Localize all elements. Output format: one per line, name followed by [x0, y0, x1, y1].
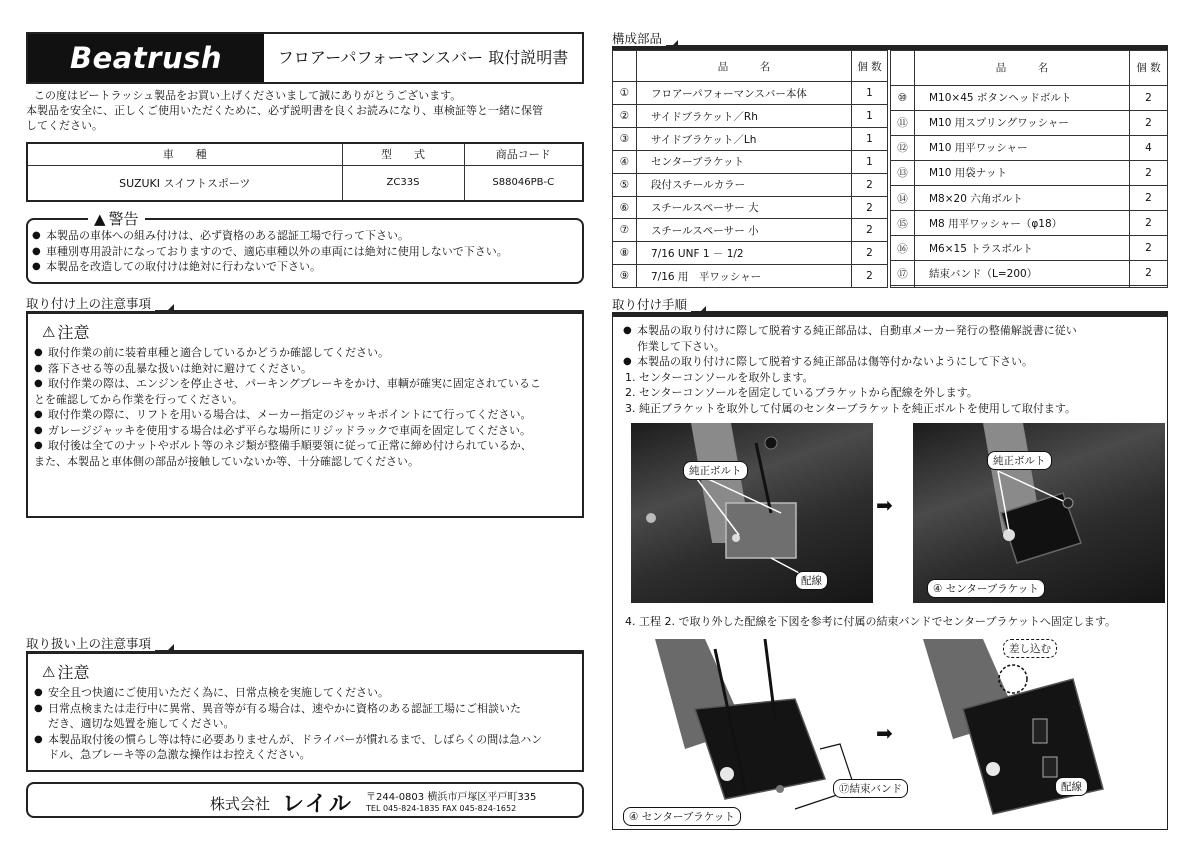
- parts-row: [613, 82, 888, 105]
- parts-cell-qty: 1: [852, 82, 888, 105]
- parts-cell-qty: 1: [852, 128, 888, 151]
- handling-note-item: ● 安全且つ快適にご使用いただく為に、日常点検を実施してください。: [34, 685, 582, 701]
- parts-cell-qty: 2: [1130, 85, 1168, 110]
- parts-cell-name: 結束バンド（L=200）: [915, 261, 1130, 286]
- photo-before: [631, 423, 873, 603]
- procedure-bullet-cont: 作業して下さい。: [637, 339, 725, 353]
- install-caution-title-text: 注意: [57, 323, 90, 342]
- intro-text: [26, 88, 586, 133]
- caution-triangle-icon: ⚠: [42, 322, 56, 341]
- parts-cell-no: ⑮: [891, 211, 915, 236]
- handling-note-text: 日常点検または走行中に異常、異音等が有る場合は、速やかに資格のある認証工場にご相談いた: [48, 701, 521, 715]
- procedure-bullet: ● 本製品の取り付けに際して脱着する純正部品は傷等付かないようにして下さい。: [623, 354, 1167, 370]
- right-arrow-icon: ➡: [876, 721, 893, 745]
- parts-cell-name: センターブラケット: [637, 150, 852, 173]
- parts-row: [891, 185, 1168, 210]
- parts-cell-qty: 1: [852, 150, 888, 173]
- install-notes-heading-text: 取り付け上の注意事項: [26, 296, 155, 311]
- parts-cell-no: ⑫: [891, 135, 915, 160]
- parts-cell-name: M10×45 ボタンヘッドボルト: [915, 85, 1130, 110]
- parts-cell-no: ⑦: [613, 219, 637, 242]
- install-caution-title: [42, 320, 582, 343]
- company-tel: TEL 045-824-1835 FAX 045-824-1652: [366, 804, 517, 813]
- doc-title: フロアーパフォーマンスバー 取付説明書: [277, 48, 569, 67]
- parts-row: [891, 110, 1168, 135]
- parts-cell-no: ⑤: [613, 173, 637, 196]
- install-note-item: ● 落下させる等の乱暴な扱いは絶対に避けてください。: [34, 361, 582, 377]
- install-note-text: 取付後は全てのナットやボルト等のネジ類が整備手順要領に従って正常に締め付けられているか、: [48, 439, 532, 452]
- parts-cell-qty: 2: [852, 196, 888, 219]
- parts-row: [891, 236, 1168, 261]
- vehicle-header-code: 商品コード: [464, 143, 583, 165]
- parts-cell-qty: 2: [1130, 185, 1168, 210]
- parts-heading: [612, 31, 1168, 50]
- parts-col-qty: 個 数: [852, 51, 888, 82]
- company-address: 〒244-0803 横浜市戸塚区平戸町335: [366, 792, 537, 803]
- label-center-bracket: ④ センターブラケット: [927, 579, 1045, 598]
- caution-triangle-icon: ⚠: [42, 662, 56, 681]
- handling-note-item: [34, 732, 582, 763]
- parts-table-right: [890, 50, 1168, 288]
- warning-triangle-icon: ▲: [94, 209, 106, 228]
- parts-cell-name: サイドブラケット／Lh: [637, 128, 852, 151]
- parts-cell-name: スチールスペーサー 大: [637, 196, 852, 219]
- handling-note-cont: だき、適切な処置を施してください。: [48, 717, 235, 730]
- parts-cell-qty: 4: [1130, 135, 1168, 160]
- parts-cell-qty: 2: [1130, 160, 1168, 185]
- parts-cell-no: [891, 286, 915, 288]
- handling-notes-heading-text: 取り扱い上の注意事項: [26, 636, 155, 651]
- parts-cell-no: ②: [613, 105, 637, 128]
- handling-note-cont: ドル、急ブレーキ等の急激な操作はお控えください。: [48, 748, 311, 761]
- parts-cell-name: サイドブラケット／Rh: [637, 105, 852, 128]
- parts-cell-no: ⑰: [891, 261, 915, 286]
- vehicle-table: [26, 142, 584, 202]
- parts-row: [891, 135, 1168, 160]
- procedure-steps: [613, 370, 1167, 417]
- install-note-item: ● 取付作業の際に、リフトを用いる場合は、メーカー指定のジャッキポイントにて行ってください。: [34, 407, 582, 423]
- procedure-step-1: 1. センターコンソールを取外します。: [625, 370, 814, 384]
- parts-cell-no: ⑬: [891, 160, 915, 185]
- parts-cell-name: 段付スチールカラー: [637, 173, 852, 196]
- photo-tie-after: [923, 639, 1163, 827]
- label-wiring: 配線: [1055, 777, 1088, 796]
- parts-row: [891, 261, 1168, 286]
- vehicle-type: ZC33S: [342, 165, 464, 201]
- warning-list: [28, 228, 582, 275]
- parts-cell-no: ⑭: [891, 185, 915, 210]
- handling-notes-box: [26, 652, 584, 772]
- parts-row: [613, 196, 888, 219]
- vehicle-header-type: 型 式: [342, 143, 464, 165]
- parts-row: [613, 150, 888, 173]
- parts-col-name: 品 名: [637, 51, 852, 82]
- parts-cell-name: M10 用スプリングワッシャー: [915, 110, 1130, 135]
- install-note-item: [34, 438, 582, 469]
- install-note-cont: とを確認してから作業を行ってください。: [34, 392, 243, 406]
- parts-row: [613, 105, 888, 128]
- photo-tie-after-illustration: [923, 639, 1163, 827]
- intro-line-2: 本製品を安全に、正しくご使用いただくために、必ず説明書を良くお読みになり、車検証等と一緒に保管: [26, 104, 543, 117]
- procedure-step-4: 4. 工程 2. で取り外した配線を下図を参考に付属の結束バンドでセンターブラケットへ固定します。: [625, 615, 1117, 628]
- photo-after: [913, 423, 1165, 603]
- label-center-bracket: ④ センターブラケット: [623, 807, 741, 826]
- handling-note-item: [34, 701, 582, 732]
- company-box: [26, 782, 584, 818]
- parts-row: [613, 242, 888, 265]
- parts-cell-name: M6×15 トラスボルト: [915, 236, 1130, 261]
- parts-cell-no: ⑧: [613, 242, 637, 265]
- parts-cell-qty: 2: [1130, 110, 1168, 135]
- parts-cell-name: スチールスペーサー 小: [637, 219, 852, 242]
- handling-notes-list: [28, 685, 582, 763]
- handling-caution-title: [42, 660, 582, 683]
- handling-note-text: 本製品取付後の慣らし等は特に必要ありませんが、ドライバーが慣れるまで、しばらくの間は急ハン: [48, 732, 543, 746]
- parts-row: [891, 286, 1168, 288]
- procedure-step-2: 2. センターコンソールを固定しているブラケットから配線を外します。: [625, 386, 978, 399]
- label-wiring: 配線: [795, 571, 828, 590]
- parts-table-left: [612, 50, 888, 288]
- warning-title: [88, 208, 145, 229]
- label-cable-tie: ⑰結束バンド: [833, 779, 908, 798]
- install-note-item: [34, 376, 582, 407]
- intro-line-1: この度はビートラッシュ製品をお買い上げくださいまして誠にありがとうございます。: [34, 89, 462, 102]
- install-note-item: ● 取付作業の前に装着車種と適合しているかどうか確認してください。: [34, 345, 582, 361]
- photo-after-illustration: [913, 423, 1165, 603]
- parts-cell-qty: 2: [1130, 211, 1168, 236]
- vehicle-header-model: 車 種: [27, 143, 342, 165]
- parts-cell-name: [915, 286, 1130, 288]
- parts-row: [891, 160, 1168, 185]
- parts-row: [613, 219, 888, 242]
- vehicle-model: SUZUKI スイフトスポーツ: [27, 165, 342, 201]
- company-prefix: 株式会社: [210, 795, 271, 813]
- warning-item: ● 車種別専用設計になっておりますので、適応車種以外の車両には絶対に使用しないで下さい。: [32, 244, 582, 260]
- label-insert: 差し込む: [1003, 639, 1057, 658]
- parts-cell-no: ⑩: [891, 85, 915, 110]
- photo-tie-before: [629, 639, 902, 827]
- parts-cell-qty: 2: [852, 173, 888, 196]
- parts-col-no: [613, 51, 637, 82]
- vehicle-code: S88046PB-C: [464, 165, 583, 201]
- warning-item: ● 本製品の車体への組み付けは、必ず資格のある認証工場で行って下さい。: [32, 228, 582, 244]
- parts-cell-no: ⑥: [613, 196, 637, 219]
- parts-cell-name: 7/16 UNF 1 － 1/2: [637, 242, 852, 265]
- install-notes-list: [28, 345, 582, 469]
- install-notes-box: [26, 312, 584, 518]
- parts-cell-name: M10 用平ワッシャー: [915, 135, 1130, 160]
- parts-col-name: 品 名: [915, 51, 1130, 86]
- install-note-item: ● ガレージジャッキを使用する場合は必ず平らな場所にリジッドラックで車両を固定してください。: [34, 423, 582, 439]
- warning-box: [26, 209, 584, 284]
- handling-caution-title-text: 注意: [57, 663, 90, 682]
- photo-tie-before-illustration: [645, 639, 895, 827]
- procedure-step-3: 3. 純正ブラケットを取外して付属のセンターブラケットを純正ボルトを使用して取付ます。: [625, 401, 1077, 415]
- parts-cell-qty: 2: [852, 219, 888, 242]
- parts-row: [613, 173, 888, 196]
- photo-before-illustration: [631, 423, 873, 603]
- procedure-box: [612, 316, 1168, 830]
- parts-cell-no: ③: [613, 128, 637, 151]
- parts-cell-name: フロアーパフォーマンスバー本体: [637, 82, 852, 105]
- install-note-cont: また、本製品と車体側の部品が接触していないか等、十分確認してください。: [34, 454, 419, 468]
- procedure-bullet-text: 本製品の取り付けに際して脱着する純正部品は、自動車メーカー発行の整備解説書に従い: [637, 324, 1077, 337]
- procedure-heading: [612, 298, 1168, 316]
- parts-cell-no: ⑯: [891, 236, 915, 261]
- parts-cell-qty: 2: [852, 265, 888, 288]
- parts-row: [891, 85, 1168, 110]
- procedure-bullet: [623, 323, 1167, 354]
- company-name: レイル: [282, 792, 353, 817]
- label-genuine-bolt: 純正ボルト: [987, 451, 1052, 470]
- parts-row: [613, 265, 888, 288]
- header-box: [26, 32, 584, 84]
- install-note-text: 取付作業の際は、エンジンを停止させ、パーキングブレーキをかけ、車輌が確実に固定されているこ: [48, 377, 541, 390]
- parts-row: [891, 211, 1168, 236]
- intro-line-3: してください。: [26, 119, 103, 132]
- parts-cell-qty: 2: [1130, 261, 1168, 286]
- parts-cell-qty: [1130, 286, 1168, 288]
- procedure-bullets: [613, 323, 1167, 370]
- parts-cell-no: ⑨: [613, 265, 637, 288]
- warning-title-text: 警告: [108, 210, 139, 228]
- parts-cell-no: ④: [613, 150, 637, 173]
- procedure-heading-text: 取り付け手順: [612, 298, 691, 312]
- parts-col-no: [891, 51, 915, 86]
- parts-heading-text: 構成部品: [612, 32, 666, 46]
- parts-cell-qty: 2: [1130, 236, 1168, 261]
- parts-cell-no: ⑪: [891, 110, 915, 135]
- parts-cell-qty: 2: [852, 242, 888, 265]
- brand-logo: Beatrush: [28, 34, 264, 82]
- parts-cell-name: M8×20 六角ボルト: [915, 185, 1130, 210]
- parts-cell-qty: 1: [852, 105, 888, 128]
- right-arrow-icon: ➡: [876, 493, 893, 517]
- parts-cell-name: 7/16 用 平ワッシャー: [637, 265, 852, 288]
- parts-cell-name: M10 用袋ナット: [915, 160, 1130, 185]
- parts-row: [613, 128, 888, 151]
- parts-cell-no: ①: [613, 82, 637, 105]
- warning-item: ● 本製品を改造しての取付けは絶対に行わないで下さい。: [32, 259, 582, 275]
- parts-cell-name: M8 用平ワッシャー（φ18）: [915, 211, 1130, 236]
- label-genuine-bolt: 純正ボルト: [683, 461, 748, 480]
- parts-col-qty: 個 数: [1130, 51, 1168, 86]
